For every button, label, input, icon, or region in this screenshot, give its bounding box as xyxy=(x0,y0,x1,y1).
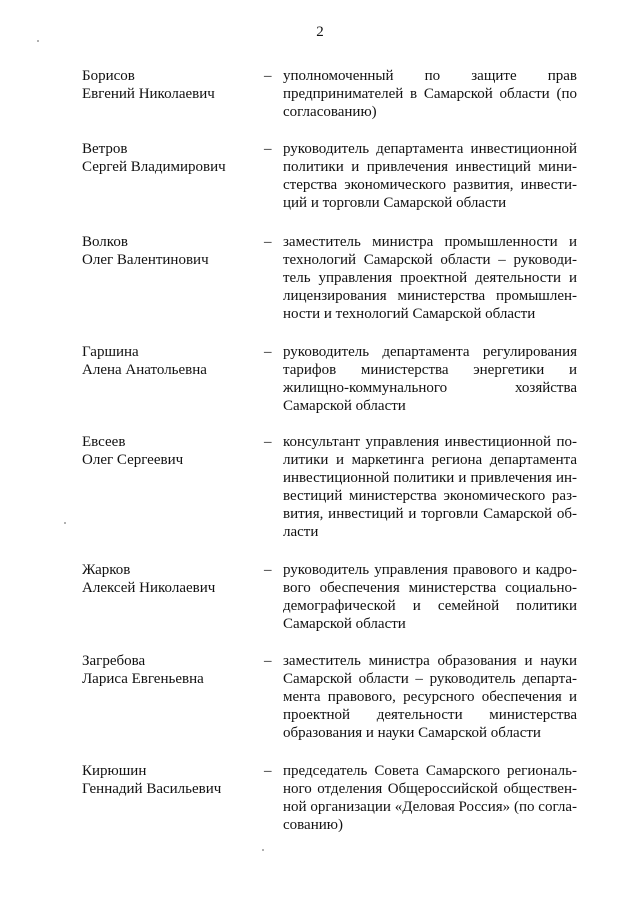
position-line: ласти xyxy=(283,524,319,540)
member-name xyxy=(82,762,257,798)
position-line: тель управления проектной деятельности и xyxy=(283,270,577,286)
position-line: лицензирования министерства промышлен- xyxy=(283,288,577,304)
position-line: вого обеспечения министерства социально- xyxy=(283,580,577,596)
position-line: жилищно-коммунального хозяйства xyxy=(283,380,577,396)
member-given-names: Лариса Евгеньевна xyxy=(82,671,204,687)
member-name xyxy=(82,343,257,379)
position-line: заместитель министра образования и науки xyxy=(283,653,577,669)
member-position xyxy=(283,233,577,323)
member-surname: Евсеев xyxy=(82,434,126,450)
member-given-names: Олег Сергеевич xyxy=(82,452,184,468)
position-line: ности и технологий Самарской области xyxy=(283,306,536,322)
dash-separator: – xyxy=(264,763,272,779)
position-line: инвестиционной политики и привлечения ин- xyxy=(283,470,577,486)
dash-separator: – xyxy=(264,234,272,250)
position-line: стерства экономического развития, инвести- xyxy=(283,177,577,193)
member-name xyxy=(82,561,257,597)
member-surname: Загребова xyxy=(82,653,146,669)
member-name xyxy=(82,67,257,103)
dash-separator: – xyxy=(264,141,272,157)
member-position xyxy=(283,762,577,834)
position-line: технологий Самарской области – руководи- xyxy=(283,252,577,268)
member-position xyxy=(283,433,577,541)
position-line: Самарской области xyxy=(283,398,406,414)
member-surname: Волков xyxy=(82,234,128,250)
dash-separator: – xyxy=(264,562,272,578)
member-given-names: Сергей Владимирович xyxy=(82,159,226,175)
member-given-names: Геннадий Васильевич xyxy=(82,781,222,797)
position-line: ной организации «Деловая Россия» (по согла- xyxy=(283,799,577,815)
member-position xyxy=(283,652,577,742)
member-surname: Жарков xyxy=(82,562,131,578)
scan-speck xyxy=(262,849,264,851)
position-line: вития, инвестиций и торговли Самарской об- xyxy=(283,506,577,522)
page-number: 2 xyxy=(316,24,324,40)
position-line: консультант управления инвестиционной по- xyxy=(283,434,577,450)
member-name xyxy=(82,652,257,688)
position-line: проектной деятельности министерства xyxy=(283,707,577,723)
position-line: руководитель департамента регулирования xyxy=(283,344,577,360)
position-line: вестиций министерства экономического раз- xyxy=(283,488,577,504)
dash-separator: – xyxy=(264,434,272,450)
position-line: уполномоченный по защите прав xyxy=(283,68,577,84)
position-line: предпринимателей в Самарской области (по xyxy=(283,86,577,102)
position-line: Самарской области – руководитель департа- xyxy=(283,671,577,687)
member-name xyxy=(82,433,257,469)
member-given-names: Алена Анатольевна xyxy=(82,362,207,378)
position-line: литики и маркетинга региона департамента xyxy=(283,452,577,468)
member-position xyxy=(283,561,577,633)
position-line: председатель Совета Самарского региональ- xyxy=(283,763,577,779)
member-surname: Гаршина xyxy=(82,344,139,360)
position-line: тарифов министерства энергетики и xyxy=(283,362,577,378)
member-surname: Кирюшин xyxy=(82,763,147,779)
position-line: мента правового, ресурсного обеспечения и xyxy=(283,689,577,705)
position-line: руководитель департамента инвестиционной xyxy=(283,141,577,157)
position-line: Самарской области xyxy=(283,616,406,632)
member-name xyxy=(82,233,257,269)
position-line: заместитель министра промышленности и xyxy=(283,234,577,250)
member-given-names: Олег Валентинович xyxy=(82,252,209,268)
member-given-names: Алексей Николаевич xyxy=(82,580,216,596)
position-line: демографической и семейной политики xyxy=(283,598,577,614)
dash-separator: – xyxy=(264,68,272,84)
position-line: руководитель управления правового и кадро- xyxy=(283,562,577,578)
scan-speck xyxy=(64,522,66,524)
member-position xyxy=(283,140,577,212)
position-line: согласованию) xyxy=(283,104,377,120)
member-given-names: Евгений Николаевич xyxy=(82,86,215,102)
member-surname: Ветров xyxy=(82,141,128,157)
member-surname: Борисов xyxy=(82,68,135,84)
position-line: образования и науки Самарской области xyxy=(283,725,541,741)
dash-separator: – xyxy=(264,344,272,360)
member-position xyxy=(283,67,577,121)
scan-speck xyxy=(37,40,39,42)
dash-separator: – xyxy=(264,653,272,669)
position-line: ного отделения Общероссийской обществен- xyxy=(283,781,577,797)
position-line: ций и торговли Самарской области xyxy=(283,195,507,211)
member-position xyxy=(283,343,577,415)
member-name xyxy=(82,140,257,176)
position-line: сованию) xyxy=(283,817,343,833)
position-line: политики и привлечения инвестиций мини- xyxy=(283,159,577,175)
